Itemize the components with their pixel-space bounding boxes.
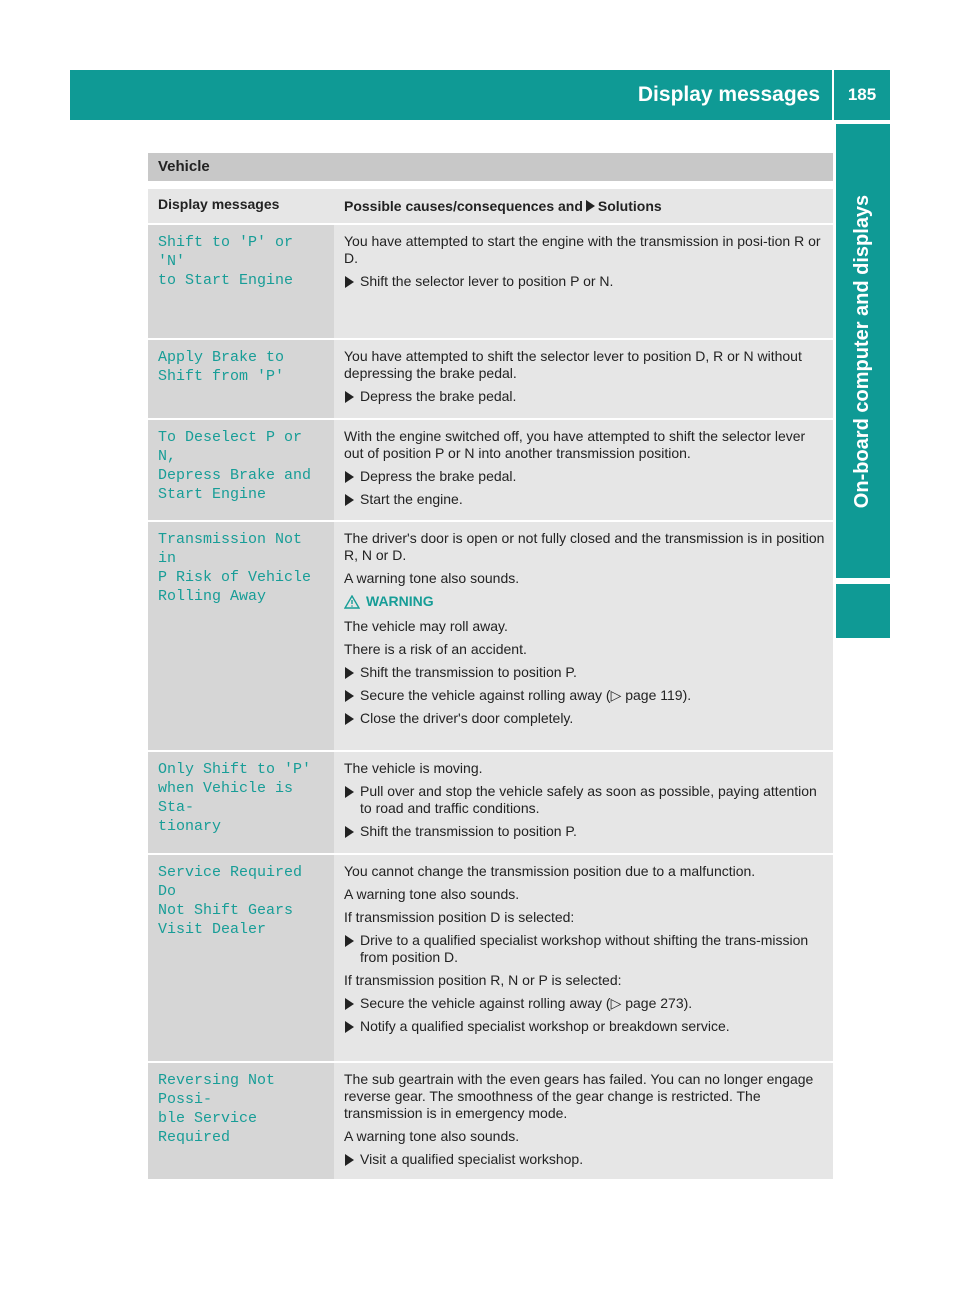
cause-text: If transmission position D is selected: bbox=[344, 909, 575, 925]
arrow-icon bbox=[345, 391, 354, 403]
side-tab-label-wrap bbox=[836, 124, 890, 578]
solution-step bbox=[344, 783, 827, 817]
cause-text: You have attempted to start the engine with the transmission in posi-tion R or D. bbox=[344, 233, 821, 266]
warning-label: WARNING bbox=[366, 593, 434, 609]
solution-step bbox=[344, 823, 827, 840]
messages-table bbox=[148, 189, 833, 1179]
arrow-icon bbox=[345, 690, 354, 702]
cause-text: The sub geartrain with the even gears has failed. You can no longer engage reverse gear. The smoothness of the gear change is restricted. The transmission is in emergency mode. bbox=[344, 1071, 814, 1121]
page-header bbox=[70, 70, 890, 120]
display-message: To Deselect P or N, Depress Brake and Start Engine bbox=[148, 420, 334, 520]
arrow-icon bbox=[345, 1021, 354, 1033]
cause-text: The driver's door is open or not fully closed and the transmission is in position R, N or D. bbox=[344, 530, 825, 563]
solution-step bbox=[344, 710, 827, 727]
step-text: Secure the vehicle against rolling away (▷ page 119). bbox=[360, 687, 692, 703]
arrow-icon bbox=[345, 471, 354, 483]
arrow-icon bbox=[345, 998, 354, 1010]
cause-text: A warning tone also sounds. bbox=[344, 1128, 520, 1144]
arrow-icon bbox=[345, 276, 354, 288]
col-header-solutions-b: Solutions bbox=[597, 198, 662, 214]
arrow-icon bbox=[345, 826, 354, 838]
solution-cell bbox=[334, 225, 833, 338]
solution-cell bbox=[334, 1063, 833, 1179]
section-title: Vehicle bbox=[148, 153, 833, 181]
side-tab-square bbox=[836, 584, 890, 638]
display-message: Transmission Not in P Risk of Vehicle Rolling Away bbox=[148, 522, 334, 750]
cause-text: You cannot change the transmission position due to a malfunction. bbox=[344, 863, 756, 879]
display-message: Only Shift to 'P' when Vehicle is Sta- tionary bbox=[148, 752, 334, 853]
col-header-messages: Display messages bbox=[158, 196, 280, 212]
page-number: 185 bbox=[847, 85, 877, 104]
step-text: Visit a qualified specialist workshop. bbox=[360, 1151, 584, 1167]
table-row bbox=[148, 1061, 833, 1179]
cause-text: If transmission position R, N or P is selected: bbox=[344, 972, 622, 988]
arrow-icon bbox=[345, 713, 354, 725]
warning-text: The vehicle may roll away. bbox=[344, 618, 508, 634]
cause-text: A warning tone also sounds. bbox=[344, 886, 520, 902]
warning-triangle-icon bbox=[344, 595, 360, 609]
solution-step bbox=[344, 468, 827, 485]
step-text: Shift the transmission to position P. bbox=[360, 823, 577, 839]
solution-step bbox=[344, 1018, 827, 1035]
arrow-icon bbox=[345, 935, 354, 947]
solution-cell bbox=[334, 752, 833, 853]
solution-step bbox=[344, 995, 827, 1012]
header-title: Display messages bbox=[637, 83, 820, 106]
solution-cell bbox=[334, 522, 833, 750]
step-text: Secure the vehicle against rolling away (▷ page 273). bbox=[360, 995, 693, 1011]
solution-cell bbox=[334, 855, 833, 1061]
col-header-solutions-a: Possible causes/consequences and bbox=[344, 198, 583, 214]
side-tab-label: On-board computer and displays bbox=[851, 194, 874, 508]
arrow-icon bbox=[586, 200, 595, 212]
display-message: Shift to 'P' or 'N' to Start Engine bbox=[148, 225, 334, 338]
warning-heading bbox=[344, 593, 827, 610]
display-message: Apply Brake to Shift from 'P' bbox=[148, 340, 334, 418]
solution-cell bbox=[334, 420, 833, 520]
step-text: Shift the selector lever to position P or N. bbox=[360, 273, 614, 289]
solution-step bbox=[344, 273, 827, 290]
solution-step bbox=[344, 664, 827, 681]
solution-cell bbox=[334, 340, 833, 418]
table-header bbox=[148, 189, 833, 223]
arrow-icon bbox=[345, 1154, 354, 1166]
display-message: Reversing Not Possi- ble Service Required bbox=[148, 1063, 334, 1179]
col-header-solutions bbox=[334, 198, 833, 214]
arrow-icon bbox=[345, 667, 354, 679]
step-text: Depress the brake pedal. bbox=[360, 388, 517, 404]
table-row bbox=[148, 750, 833, 853]
step-text: Pull over and stop the vehicle safely as soon as possible, paying attention to road and traffic conditions. bbox=[360, 783, 817, 816]
step-text: Start the engine. bbox=[360, 491, 463, 507]
cause-text: With the engine switched off, you have attempted to shift the selector lever out of position P or N into another transmission position. bbox=[344, 428, 806, 461]
warning-text: There is a risk of an accident. bbox=[344, 641, 527, 657]
table-row bbox=[148, 223, 833, 338]
step-text: Shift the transmission to position P. bbox=[360, 664, 577, 680]
step-text: Close the driver's door completely. bbox=[360, 710, 574, 726]
step-text: Drive to a qualified specialist workshop without shifting the trans-mission from position D. bbox=[360, 932, 809, 965]
solution-step bbox=[344, 687, 827, 704]
table-row bbox=[148, 520, 833, 750]
step-text: Notify a qualified specialist workshop or breakdown service. bbox=[360, 1018, 730, 1034]
cause-text: You have attempted to shift the selector lever to position D, R or N without depressing the brake pedal. bbox=[344, 348, 802, 381]
cause-text: A warning tone also sounds. bbox=[344, 570, 520, 586]
cause-text: The vehicle is moving. bbox=[344, 760, 483, 776]
solution-step bbox=[344, 1151, 827, 1168]
arrow-icon bbox=[345, 786, 354, 798]
display-message: Service Required Do Not Shift Gears Visit Dealer bbox=[148, 855, 334, 1061]
arrow-icon bbox=[345, 494, 354, 506]
table-row bbox=[148, 338, 833, 418]
step-text: Depress the brake pedal. bbox=[360, 468, 517, 484]
table-row bbox=[148, 853, 833, 1061]
solution-step bbox=[344, 491, 827, 508]
table-row bbox=[148, 418, 833, 520]
solution-step bbox=[344, 932, 827, 966]
solution-step bbox=[344, 388, 827, 405]
